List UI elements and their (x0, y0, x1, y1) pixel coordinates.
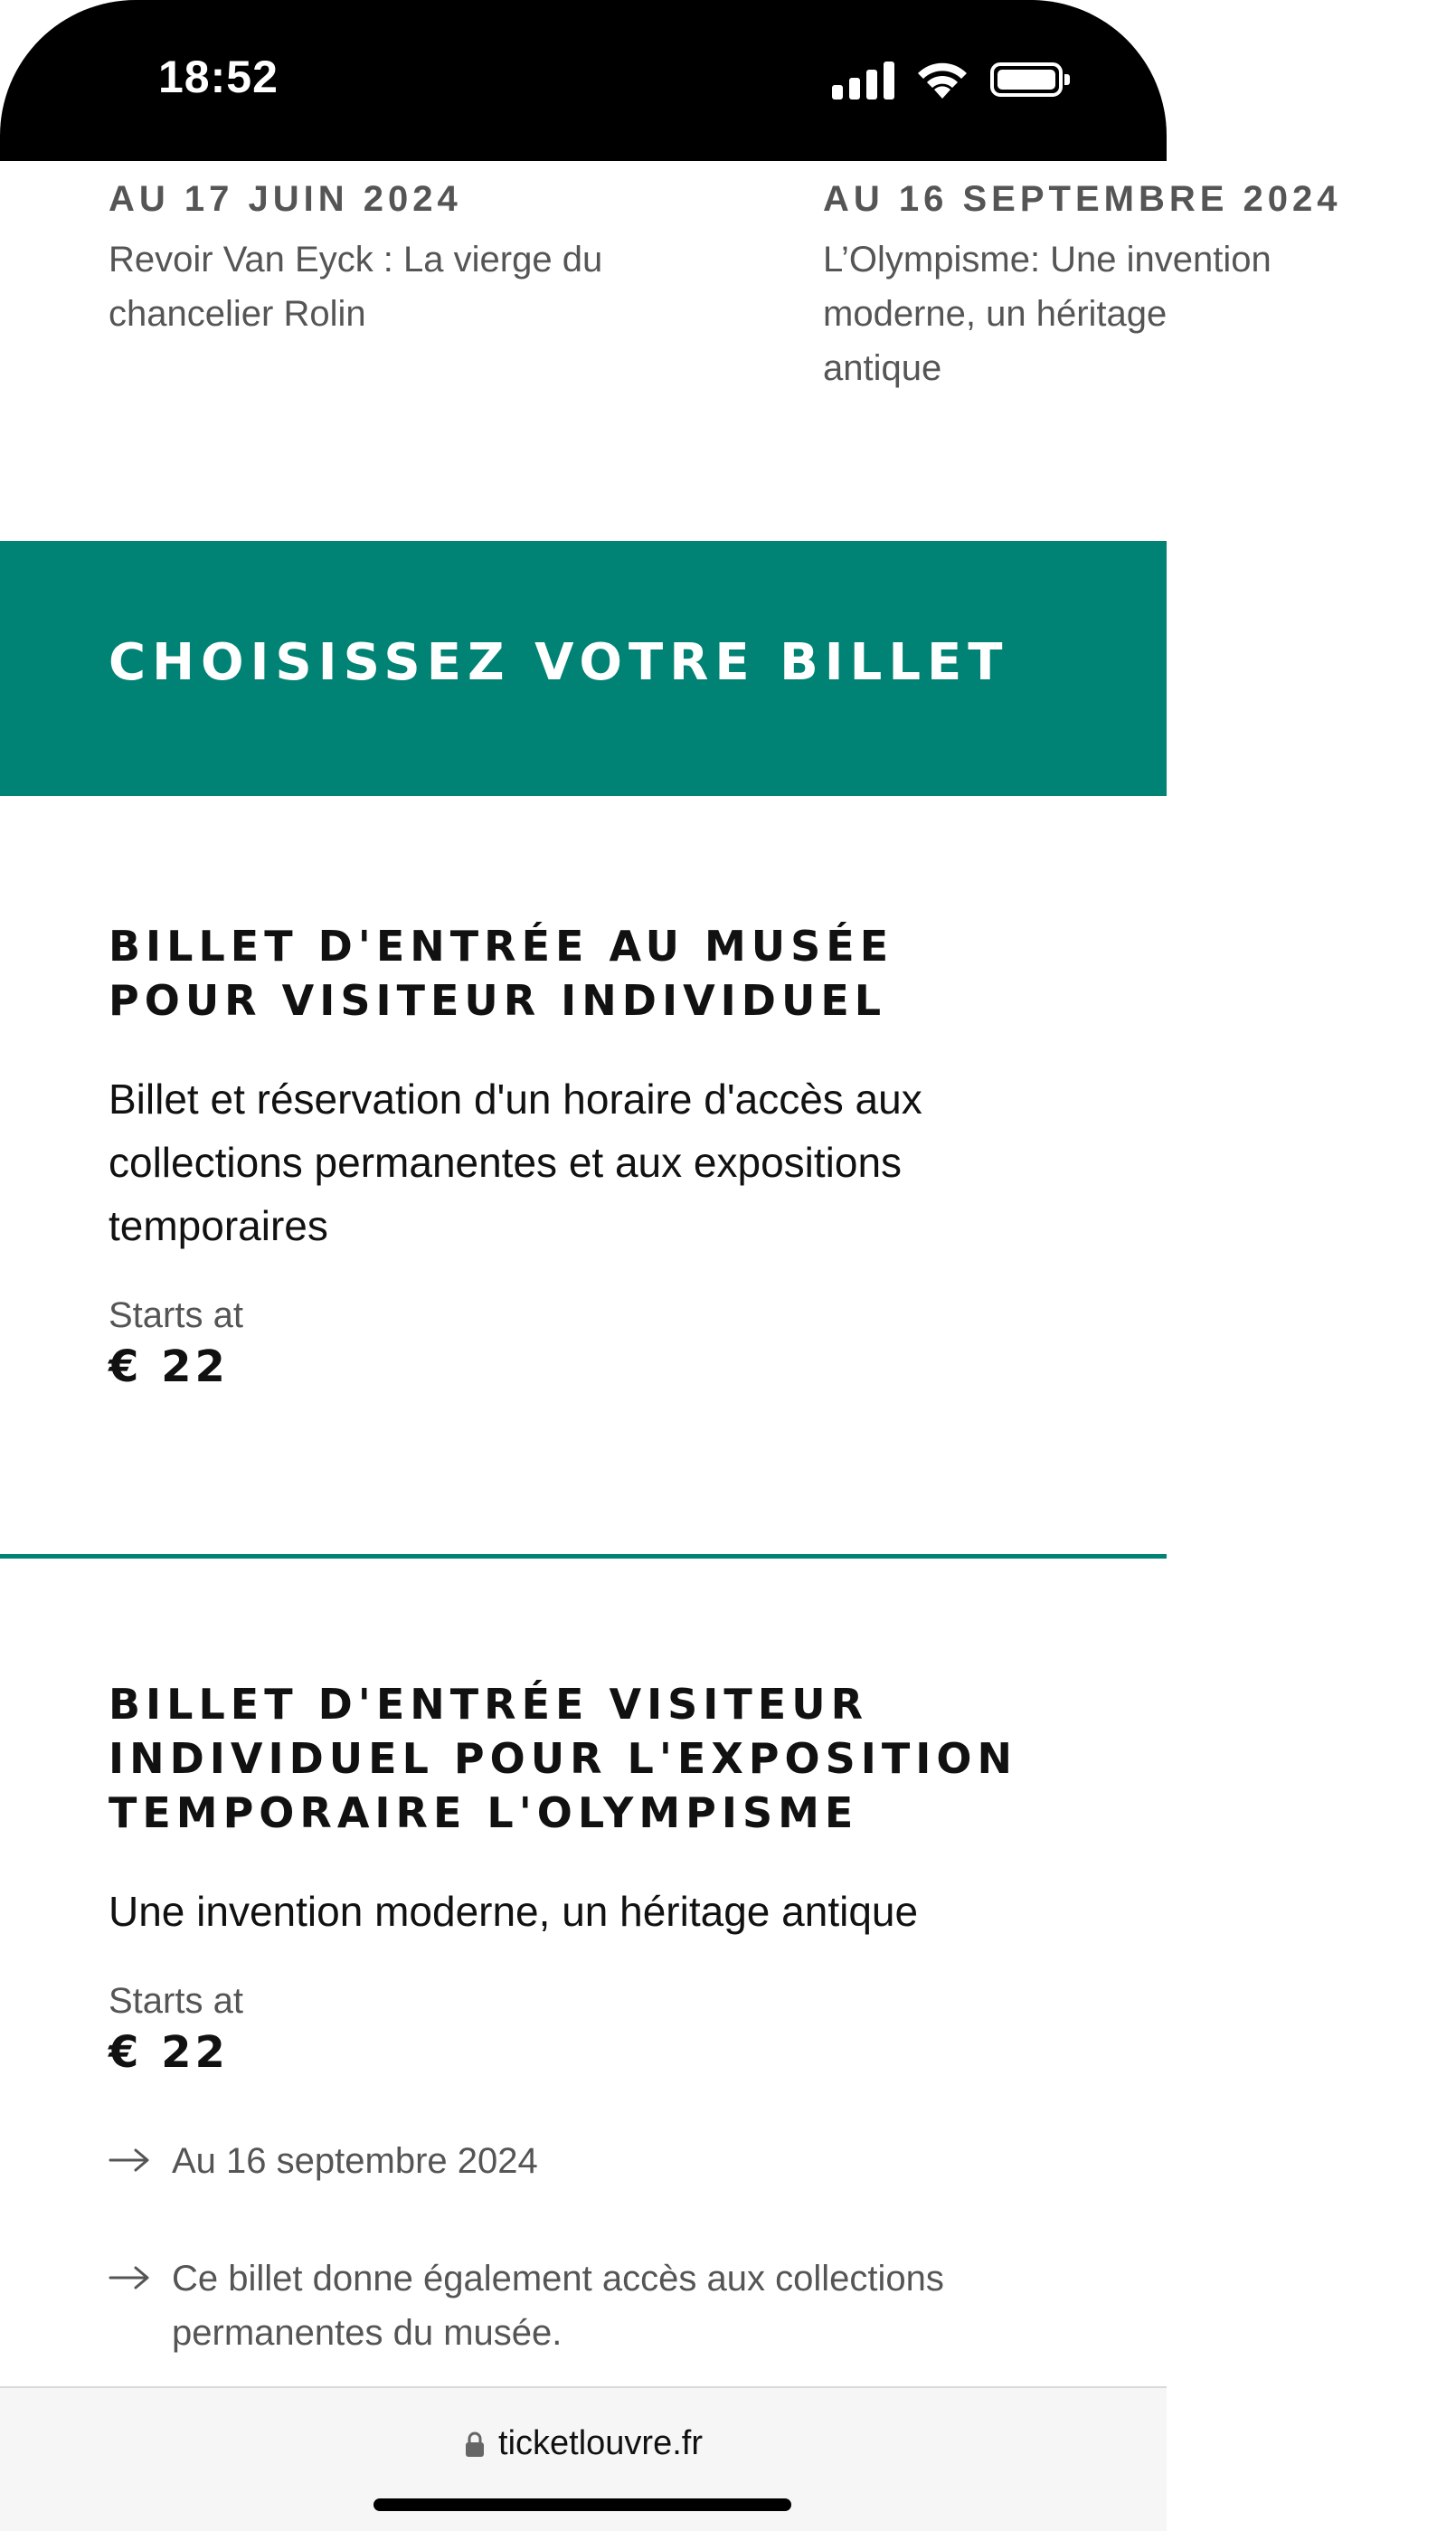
exhibitions-carousel[interactable] (0, 161, 1342, 541)
section-title: CHOISISSEZ VOTRE BILLET (109, 633, 1009, 692)
exhibition-title: L’Olympisme: Une invention moderne, un héritage antique (823, 240, 1272, 388)
ticket-info-text: Au 16 septembre 2024 (172, 2141, 538, 2181)
exhibition-title: Revoir Van Eyck : La vierge du chancelier Rolin (109, 240, 603, 334)
ticket-card[interactable] (0, 1677, 1167, 2360)
arrow-right-icon (109, 2264, 150, 2291)
exhibition-date: AU 17 JUIN 2024 (109, 179, 462, 219)
arrow-right-icon (109, 2147, 150, 2174)
exhibition-card[interactable] (823, 179, 1456, 395)
starts-at-label: Starts at (109, 1295, 243, 1335)
ticket-description: Billet et réservation d'un horaire d'accès aux collections permanentes et aux expositions temporaires (109, 1076, 922, 1249)
exhibition-date: AU 16 SEPTEMBRE 2024 (823, 179, 1342, 219)
ticket-info-item (109, 2134, 1085, 2188)
url-text: ticketlouvre.fr (498, 2424, 703, 2462)
ticket-info-text: Ce billet donne également accès aux collections permanentes du musée. (172, 2259, 944, 2353)
ticket-info-item (109, 2251, 1085, 2360)
ticket-description: Une invention moderne, un héritage antique (109, 1888, 919, 1935)
battery-icon (990, 62, 1063, 97)
status-time: 18:52 (158, 52, 279, 102)
status-icons (832, 58, 1063, 101)
exhibition-card[interactable] (109, 179, 742, 341)
home-indicator[interactable] (373, 2498, 791, 2511)
browser-bottom-bar (0, 2386, 1167, 2531)
signal-icon (832, 60, 894, 100)
ticket-title: BILLET D'ENTRÉE AU MUSÉE POUR VISITEUR INDIVIDUEL (109, 922, 894, 1025)
wifi-icon (914, 59, 970, 100)
ticket-card[interactable] (0, 919, 1167, 1392)
section-header (0, 541, 1167, 796)
address-bar[interactable] (0, 2424, 1167, 2463)
ticket-divider (0, 1554, 1167, 1559)
ticket-price: € 22 (109, 1341, 229, 1392)
status-bar (0, 0, 1167, 161)
ticket-title: BILLET D'ENTRÉE VISITEUR INDIVIDUEL POUR L'EXPOSITION TEMPORAIRE L'OLYMPISME (109, 1680, 1017, 1837)
lock-icon (464, 2431, 486, 2458)
starts-at-label: Starts at (109, 1981, 243, 2021)
ticket-price: € 22 (109, 2027, 229, 2078)
